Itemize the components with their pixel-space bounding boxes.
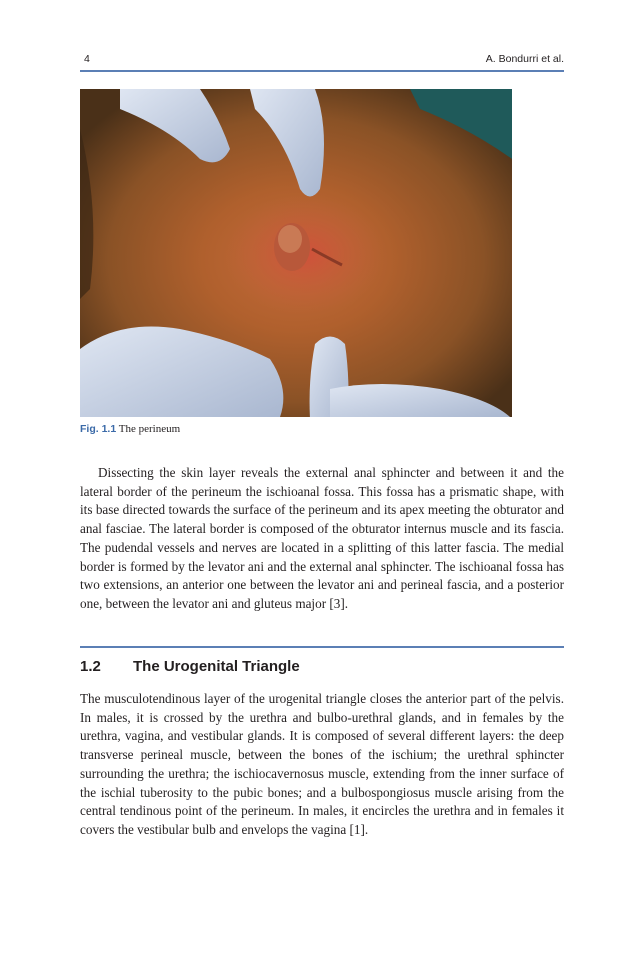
body-paragraph: The musculotendinous layer of the urogenital triangle closes the anterior part of the pelvis. In males, it is crossed by the urethra and bulbo-urethral glands, and in females by the urethra, vagina, and vestibular glands. It is composed of several different layers: the deep transverse perineal muscle, between the bones of the ischium; the urethral sphincter surrounding the urethra; the ischiocavernosus muscle, extending from the inner surface of the ischial tuberosity to the pubic bones; and a bulbospongiosus muscle arising from the central tendinous point of the perineum. In males, it encircles the urethra and in females it covers the vestibular bulb and envelops the vagina [1]. <box>80 691 564 837</box>
running-header-authors: A. Bondurri et al. <box>485 53 564 65</box>
figure-label: Fig. 1.1 <box>80 423 117 435</box>
figure-caption-text: The perineum <box>118 423 181 435</box>
section-title: The Urogenital Triangle <box>133 658 300 675</box>
body-paragraph: Dissecting the skin layer reveals the external anal sphincter and between it and the lateral border of the perineum the ischioanal fossa. This fossa has a prismatic shape, with its base directed towards the surface of the perineum and its apex meeting the obturator and anal fasciae. The lateral border is composed of the obturator internus muscle and its fascia. The pudendal vessels and nerves are located in a splitting of this latter fascia. The medial border is formed by the levator ani and the external anal sphincter. The ischioanal fossa has two extensions, an anterior one between the levator ani and perineal fascia, and a posterior one, between the levator ani and gluteus major [3]. <box>80 465 564 611</box>
figure-photo <box>80 89 512 417</box>
figure-caption <box>80 423 180 435</box>
page-number: 4 <box>84 53 90 65</box>
perineum-photo <box>80 89 512 417</box>
section-heading <box>80 658 300 675</box>
header-rule <box>80 70 564 72</box>
section-number: 1.2 <box>80 658 101 675</box>
section-rule <box>80 646 564 648</box>
running-header <box>84 53 564 67</box>
